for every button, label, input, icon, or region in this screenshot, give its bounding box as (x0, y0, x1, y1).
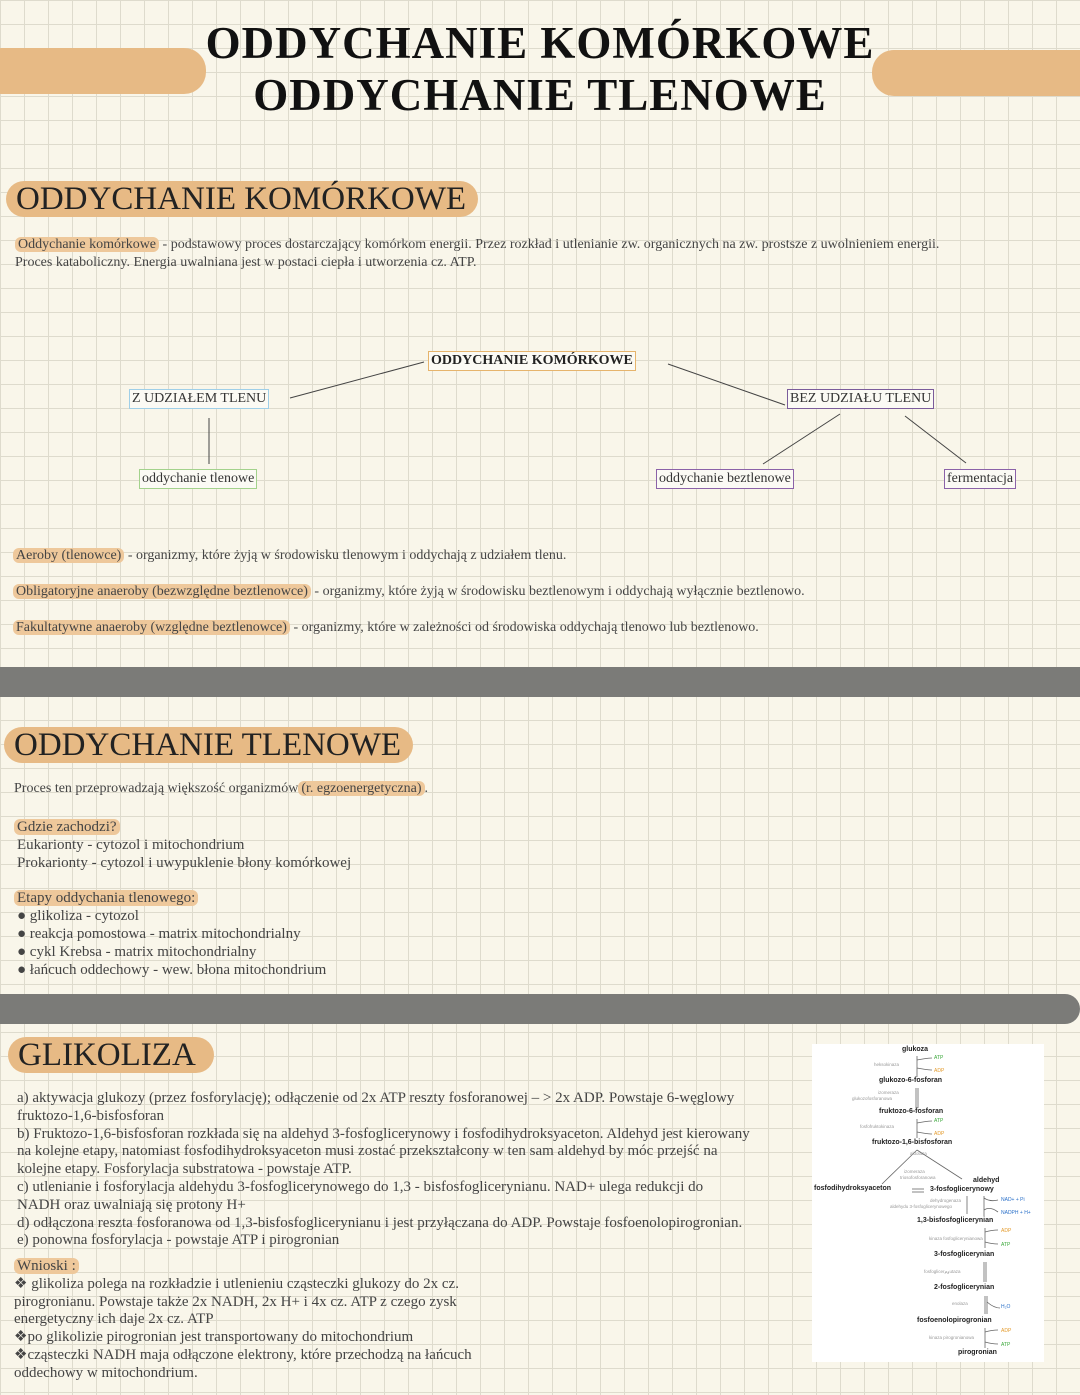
conclusion-line: ❖po glikolizie pirogronian jest transportowany do mitochondrium (14, 1329, 414, 1346)
step-line: a) aktywacja glukozy (przez fosforylację); odłączenie od 2x ATP reszty fosforanowej – > 2x ADP. Powstaje 6-węglowy (17, 1090, 735, 1106)
intro-line1: - podstawowy proces dostarczający komórkom energii. Przez rozkład i utlenianie zw. organicznych na zw. prostsze z uwolnieniem energii. (159, 237, 940, 252)
pathway-atp: ATP (934, 1118, 944, 1124)
where-block (14, 818, 714, 872)
step-line: d) odłączona reszta fosforanowa od 1,3-bisfosfoglicerynianu i jest przyłączana do ADP. Powstaje fosfoenolopirogronian. (17, 1214, 743, 1231)
conclusions-block (14, 1258, 554, 1383)
pathway-bpg: 1,3-bisfosfoglicerynian (917, 1217, 994, 1224)
pathway-nadh: NADPH + H+ (1001, 1210, 1031, 1216)
pathway-pirogronian: pirogronian (958, 1349, 997, 1356)
pathway-glukoza: glukoza (902, 1046, 929, 1053)
pathway-enzyme: glukozofosforanowa (852, 1096, 893, 1101)
conclusions-label: Wnioski : (14, 1258, 79, 1274)
tree-left-child: oddychanie tlenowe (139, 469, 257, 489)
stage-item: ● cykl Krebsa - matrix mitochondrialny (17, 944, 257, 960)
section2-intro-end: . (424, 781, 429, 796)
conclusion-line: ❖cząsteczki NADH maja odłączone elektrony, które przechodzą na łańcuch (14, 1346, 472, 1363)
definition-aeroby (13, 547, 1063, 565)
connector-root-right (668, 364, 785, 405)
pathway-arrows (812, 1044, 1044, 1362)
section-divider-2 (0, 994, 1080, 1024)
stage-item: ● reakcja pomostowa - matrix mitochondrialny (17, 926, 301, 942)
section-heading-oddychanie-tlenowe: ODDYCHANIE TLENOWE (4, 727, 413, 763)
where-label: Gdzie zachodzi? (14, 819, 120, 835)
pathway-enzyme: kinaza fosfoglicerynianowa (929, 1236, 983, 1241)
tree-right-child1: oddychanie beztlenowe (656, 469, 794, 489)
pathway-g3p: 3-fosfoglicerynowy (930, 1186, 994, 1193)
definition-text: - organizmy, które w zależności od środowiska oddychają tlenowo lub beztlenowo. (289, 620, 759, 635)
pathway-enzyme: aldehydu 3-fosfoglicerynowego (890, 1204, 953, 1209)
section-heading-oddychanie-komorkowe: ODDYCHANIE KOMÓRKOWE (6, 181, 478, 217)
definition-text: - organizmy, które żyją w środowisku tlenowym i oddychają z udziałem tlenu. (124, 548, 567, 563)
stage-item: ● łańcuch oddechowy - wew. błona mitochondrium (17, 962, 327, 978)
tree-right-child2: fermentacja (944, 469, 1016, 489)
pathway-adp: ADP (1001, 1328, 1012, 1334)
intro-line2: Proces kataboliczny. Energia uwalniana jest w postaci ciepła i utworzenia cz. ATP. (15, 255, 477, 270)
pathway-g6p: glukozo-6-fosforan (879, 1077, 942, 1084)
pathway-enzyme: heksokinaza (874, 1062, 900, 1067)
step-line: kolejne etapy. Fosforylacja substratowa - powstaje ATP. (17, 1161, 352, 1178)
section2-intro-highlight: (r. egzoenergetyczna) (298, 781, 424, 796)
connector-right-child2 (905, 416, 966, 463)
pathway-atp: ATP (1001, 1342, 1011, 1348)
definition-term: Aeroby (tlenowce) (13, 548, 124, 563)
pathway-adp: ADP (1001, 1228, 1012, 1234)
pathway-enzyme: izomeraza (904, 1169, 925, 1174)
pathway-enzyme: fosfoglicerومutaza (924, 1269, 961, 1274)
definition-term: Fakultatywne anaeroby (względne beztlenowce) (13, 620, 290, 635)
intro-term: Oddychanie komórkowe (15, 237, 159, 252)
tree-root: ODDYCHANIE KOMÓRKOWE (428, 351, 636, 371)
step-line: fruktozo-1,6-bisfosforan (17, 1107, 165, 1124)
tree-right: BEZ UDZIAŁU TLENU (787, 389, 934, 409)
stages-block (14, 889, 714, 979)
definition-text: - organizmy, które żyją w środowisku beztlenowym i oddychają wyłącznie beztlenowo. (310, 584, 805, 599)
pathway-h2o: H₂O (1001, 1304, 1011, 1310)
step-line: na kolejne etapy, natomiast fosfodihydroksyaceton musi zostać przekształcony w ten sam aldehyd by móc przejść na (17, 1143, 718, 1160)
pathway-f6p: fruktozo-6-fosforan (879, 1108, 944, 1115)
connector-right-child1 (763, 414, 840, 464)
pathway-2pg: 2-fosfoglicerynian (934, 1284, 995, 1291)
glikoliza-steps (17, 1090, 777, 1250)
section2-intro-text: Proces ten przeprowadzają większość organizmów (14, 781, 299, 796)
pathway-enzyme: triosofosforanowa (900, 1175, 936, 1180)
step-line: NADH oraz uwalniają się protony H+ (17, 1196, 246, 1213)
step-line: e) ponowna fosforylacja - powstaje ATP i pirogronian (17, 1232, 340, 1249)
pathway-pep: fosfoenolopirogronian (917, 1317, 992, 1324)
stage-item: ● glikoliza - cytozol (17, 908, 139, 924)
pathway-nad: NAD+ + Pi (1001, 1197, 1025, 1203)
page-title-line1: ODDYCHANIE KOMÓRKOWE (205, 18, 875, 68)
pathway-g3p-label: aldehyd (973, 1177, 1000, 1184)
section-divider-1 (0, 667, 1080, 697)
conclusion-line: pirogronianu. Powstaje także 2x NADH, 2x H+ i 4x cz. ATP z czego zysk (14, 1293, 457, 1310)
pathway-adp: ADP (934, 1068, 945, 1074)
pathway-atp: ATP (934, 1055, 944, 1061)
pathway-enzyme: kinaza pirogronianowa (929, 1335, 975, 1340)
where-line: Eukarionty - cytozol i mitochondrium (17, 837, 245, 853)
connector-root-left (290, 362, 424, 398)
section-heading-glikoliza: GLIKOLIZA (8, 1037, 214, 1073)
pathway-dhap: fosfodihydroksyaceton (814, 1185, 892, 1192)
definition-obligatoryjne (13, 583, 1073, 601)
page-title-line2: ODDYCHANIE TLENOWE (253, 70, 827, 120)
step-line: c) utlenianie i fosforylacja aldehydu 3-fosfoglicerynowego do 1,3 - bisfosfoglicerynianu. NAD+ ulega redukcji do (17, 1178, 704, 1195)
pathway-enzyme: enolaza (952, 1301, 968, 1306)
pathway-enzyme: aldolaza (910, 1151, 927, 1156)
step-line: b) Fruktozo-1,6-bisfosforan rozkłada się na aldehyd 3-fosfoglicerynowy i fosfodihydroksyaceton. Aldehyd jest kierowany (17, 1125, 750, 1142)
definition-term: Obligatoryjne anaeroby (bezwzględne beztlenowce) (13, 584, 311, 599)
where-line: Prokarionty - cytozol i uwypuklenie błony komórkowej (17, 855, 352, 871)
pathway-f16bp: fruktozo-1,6-bisfosforan (872, 1139, 953, 1146)
pathway-enzyme: dehydrogenaza (930, 1198, 962, 1203)
section2-intro (14, 780, 1064, 798)
definition-fakultatywne (13, 619, 1063, 637)
stages-label: Etapy oddychania tlenowego: (14, 890, 198, 906)
pathway-enzyme: fosfofruktokinaza (860, 1124, 895, 1129)
tree-left: Z UDZIAŁEM TLENU (129, 389, 269, 409)
glycolysis-pathway-diagram (812, 1044, 1044, 1362)
conclusion-line: ❖ glikoliza polega na rozkładzie i utlenieniu cząsteczki glukozy do 2x cz. (14, 1275, 459, 1292)
pathway-atp: ATP (1001, 1242, 1011, 1248)
pathway-enzyme: izomeraza (878, 1090, 899, 1095)
pathway-3pg: 3-fosfoglicerynian (934, 1251, 995, 1258)
conclusion-line: energetyczny ich daje 2x cz. ATP (14, 1311, 214, 1328)
conclusion-line: oddechowy w mitochondrium. (14, 1364, 198, 1381)
tree-connectors (0, 0, 1080, 500)
pathway-adp: ADP (934, 1131, 945, 1137)
